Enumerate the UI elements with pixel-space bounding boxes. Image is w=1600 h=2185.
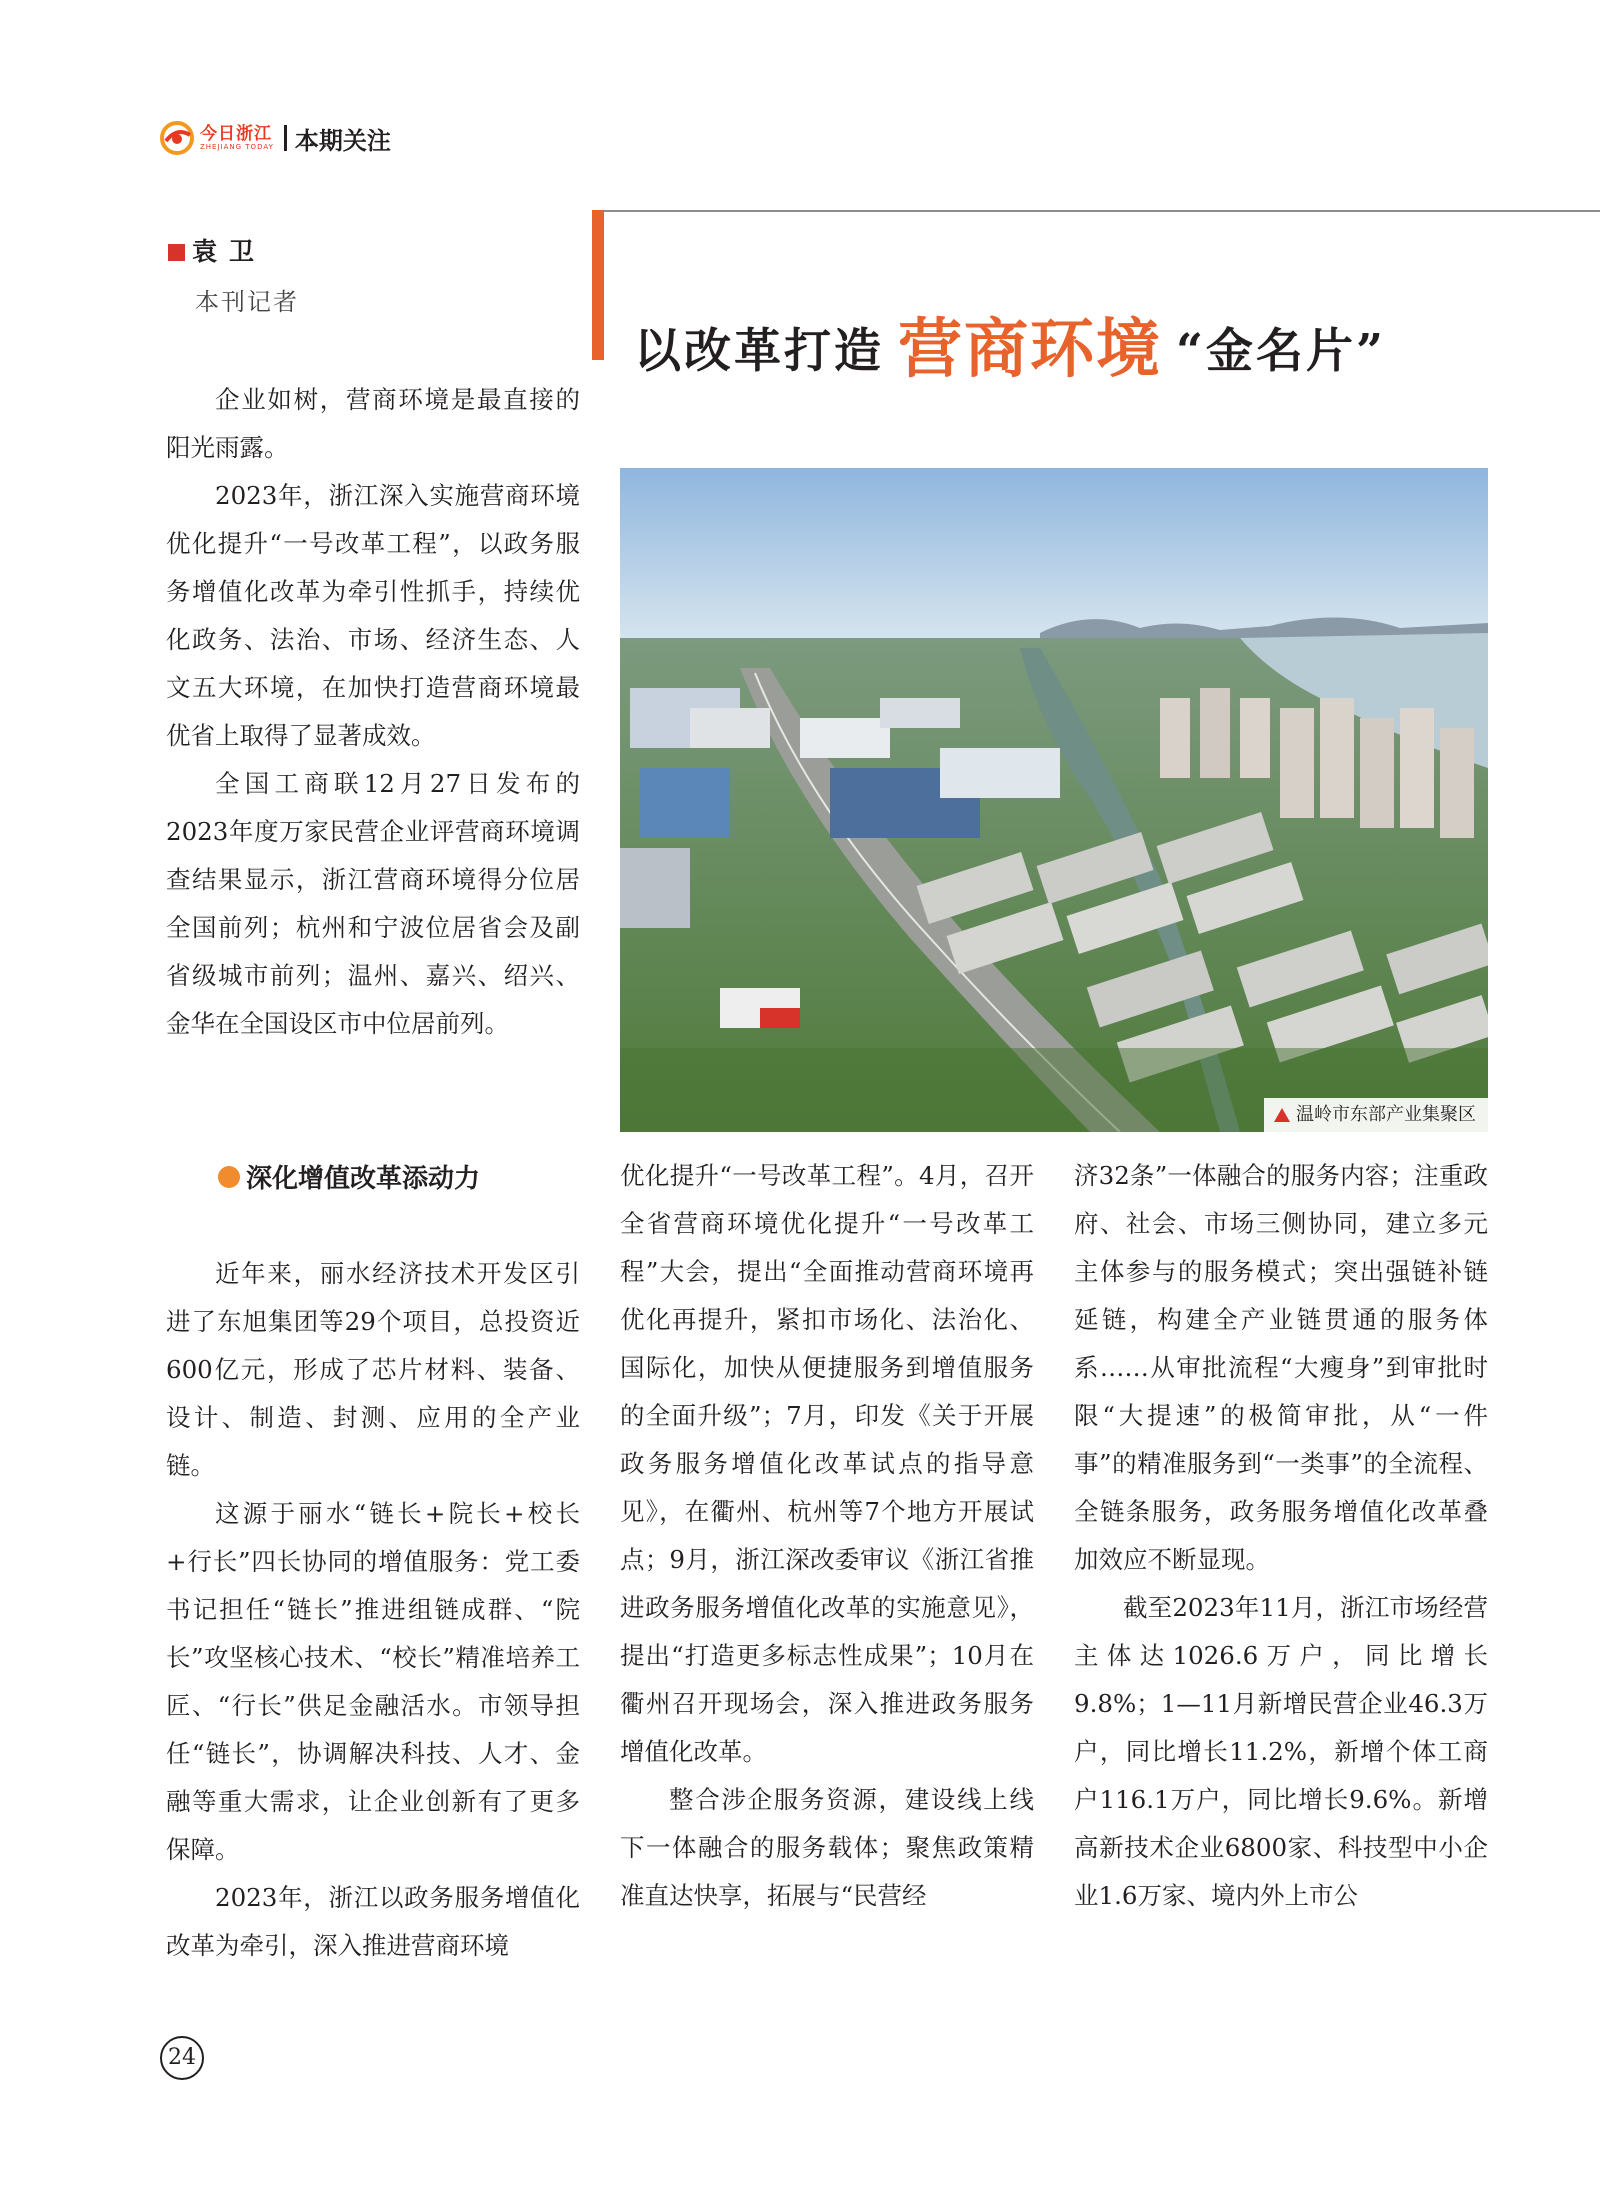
caption-triangle-icon	[1274, 1108, 1290, 1122]
column-2	[620, 1152, 1034, 1920]
page-number: 24	[160, 2036, 204, 2080]
paragraph: 2023年，浙江深入实施营商环境优化提升“一号改革工程”，以政务服务增值化改革为牵引性抓手，持续优化政务、法治、市场、经济生态、人文五大环境，在加快打造营商环境最优省上取得了显著成效。	[166, 481, 580, 750]
paragraph: 2023年，浙江以政务服务增值化改革为牵引，深入推进营商环境	[166, 1883, 580, 1960]
author-name: 袁卫	[192, 237, 267, 266]
article-title	[634, 298, 1386, 390]
title-accent-bar	[592, 210, 604, 360]
bullet-dot-icon	[218, 1166, 240, 1188]
author-role: 本刊记者	[195, 288, 299, 316]
subheading-text: 深化增值改革添动力	[246, 1164, 481, 1194]
aerial-photo	[620, 468, 1488, 1132]
title-highlight: 营商环境	[898, 313, 1162, 387]
paragraph: 整合涉企服务资源，建设线上线下一体融合的服务载体；聚焦政策精准直达快享，拓展与“民营经	[620, 1785, 1034, 1910]
industrial-park-aerial-image	[620, 468, 1488, 1132]
title-rule	[604, 210, 1600, 212]
header-divider	[284, 125, 287, 151]
caption-text: 温岭市东部产业集聚区	[1296, 1104, 1476, 1125]
paragraph: 企业如树，营商环境是最直接的阳光雨露。	[166, 385, 580, 462]
photo-caption	[1264, 1098, 1488, 1132]
title-suffix: “金名片”	[1176, 324, 1387, 379]
paragraph: 近年来，丽水经济技术开发区引进了东旭集团等29个项目，总投资近600亿元，形成了芯片材料、装备、设计、制造、封测、应用的全产业链。	[166, 1259, 580, 1480]
page-header	[160, 118, 391, 158]
paragraph: 截至2023年11月，浙江市场经营主体达1026.6万户，同比增长9.8%；1—11月新增民营企业46.3万户，同比增长11.2%，新增个体工商户116.1万户，同比增长9.6%。新增高新技术企业6800家、科技型中小企业1.6万家、境内外上市公	[1074, 1593, 1488, 1910]
column-3	[1074, 1152, 1488, 1920]
paragraph: 全国工商联12月27日发布的2023年度万家民营企业评营商环境调查结果显示，浙江营商环境得分位居全国前列；杭州和宁波位居省会及副省级城市前列；温州、嘉兴、绍兴、金华在全国设区市中位居前列。	[166, 769, 580, 1038]
logo-english-text: ZHEJIANG TODAY	[200, 142, 274, 151]
subheading	[218, 1158, 480, 1195]
title-prefix: 以改革打造	[634, 324, 884, 379]
column-1-top	[166, 376, 580, 1048]
logo-chinese-text: 今日浙江	[200, 123, 272, 144]
paragraph: 这源于丽水“链长+院长+校长+行长”四长协同的增值服务：党工委书记担任“链长”推进组链成群、“院长”攻坚核心技术、“校长”精准培养工匠、“行长”供足金融活水。市领导担任“链长”，协调解决科技、人才、金融等重大需求，让企业创新有了更多保障。	[166, 1499, 580, 1864]
paragraph: 济32条”一体融合的服务内容；注重政府、社会、市场三侧协同，建立多元主体参与的服务模式；突出强链补链延链，构建全产业链贯通的服务体系……从审批流程“大瘦身”到审批时限“大提速”的极简审批，从“一件事”的精准服务到“一类事”的全流程、全链条服务，政务服务增值化改革叠加效应不断显现。	[1074, 1161, 1488, 1574]
magazine-logo	[160, 121, 274, 155]
column-1-bottom	[166, 1250, 580, 1970]
logo-swirl-icon	[160, 121, 194, 155]
paragraph: 优化提升“一号改革工程”。4月，召开全省营商环境优化提升“一号改革工程”大会，提出“全面推动营商环境再优化再提升，紧扣市场化、法治化、国际化，加快从便捷服务到增值服务的全面升级”；7月，印发《关于开展政务服务增值化改革试点的指导意见》，在衢州、杭州等7个地方开展试点；9月，浙江深改委审议《浙江省推进政务服务增值化改革的实施意见》，提出“打造更多标志性成果”；10月在衢州召开现场会，深入推进政务服务增值化改革。	[620, 1161, 1034, 1766]
section-name: 本期关注	[294, 126, 391, 155]
author-marker	[168, 244, 185, 261]
